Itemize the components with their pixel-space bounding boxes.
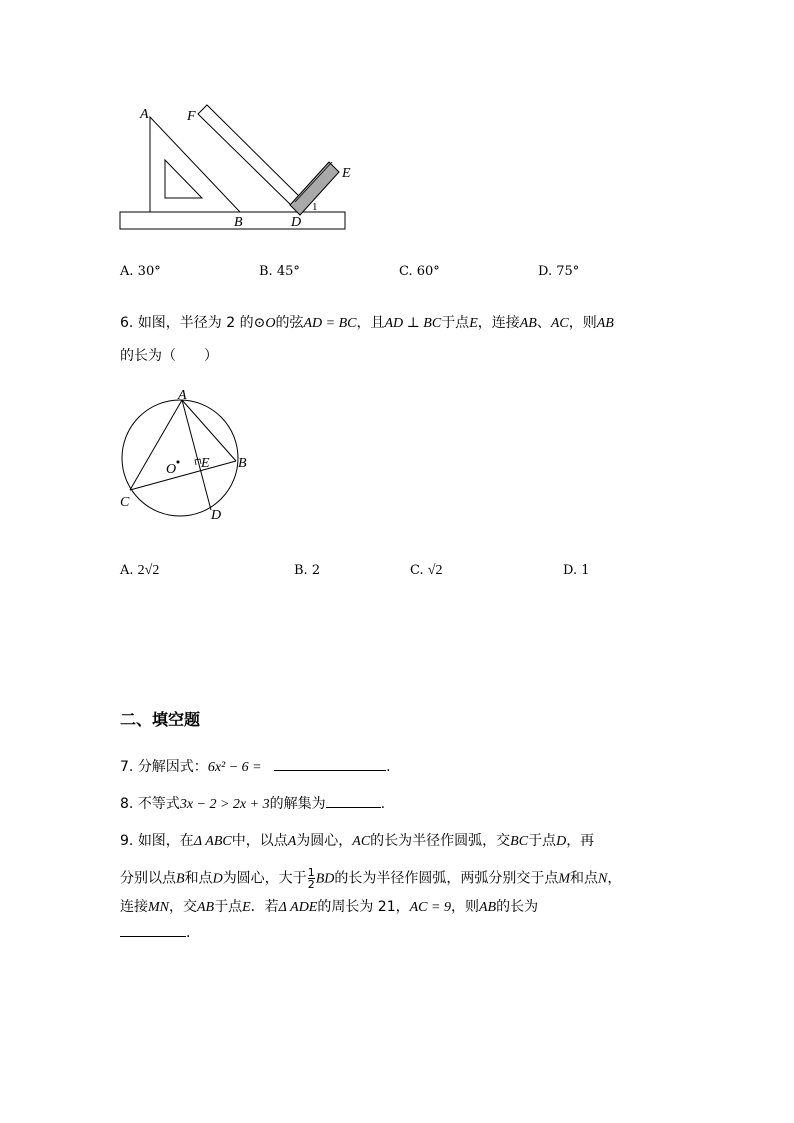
- fraction-half: $\frac{1}{2}$: [307, 866, 315, 891]
- label-E: E: [342, 166, 351, 181]
- label-O: O: [166, 462, 177, 477]
- q5-option-c: C. 60°: [399, 264, 440, 279]
- q6-option-c: C. √2: [410, 563, 443, 578]
- q6-option-a: A. 2√2: [120, 563, 160, 578]
- question-9-line4: .: [120, 922, 190, 941]
- q5-option-b: B. 45°: [259, 264, 300, 279]
- q6-option-b: B. 2: [294, 563, 321, 578]
- label-D2: D: [211, 508, 222, 523]
- label-A2: A: [178, 388, 187, 403]
- label-angle-1: 1: [312, 201, 318, 213]
- label-A: A: [140, 107, 149, 122]
- label-C2: C: [120, 495, 130, 510]
- answer-blank-9[interactable]: [120, 922, 186, 937]
- answer-blank-7[interactable]: [274, 756, 386, 771]
- ruler: [120, 212, 345, 229]
- label-B2: B: [238, 456, 247, 471]
- question-9-line1: 9. 如图，在Δ ABC中，以点A为圆心，AC的长为半径作圆弧，交BC于点D，再: [120, 833, 595, 849]
- center-dot: [177, 461, 180, 464]
- q6-stem-line1: 6. 如图，半径为 2 的⊙O的弦AD = BC，且AD ⊥ BC于点E，连接AB、AC，则AB: [120, 315, 614, 331]
- q5-option-a: A. 30°: [120, 264, 161, 279]
- figure-circle: [110, 385, 270, 525]
- answer-blank-8[interactable]: [326, 793, 381, 808]
- q6-option-d: D. 1: [563, 563, 590, 578]
- label-E2: E: [201, 456, 210, 471]
- section-heading: 二、填空题: [120, 710, 201, 729]
- figure-set-squares: [110, 100, 370, 235]
- question-9-line3: 连接MN，交AB于点E．若Δ ADE的周长为 21，AC = 9，则AB的长为: [120, 899, 539, 915]
- question-9-line2: 分别以点B和点D为圆心，大于 $\frac{1}{2}$ BD的长为半径作圆弧，两弧分别交于点M和点N，: [120, 866, 622, 891]
- question-8: 8. 不等式3x − 2 > 2x + 3的解集为 .: [120, 793, 385, 813]
- label-B: B: [234, 215, 243, 230]
- label-F: F: [187, 109, 196, 124]
- question-7: 7. 分解因式：6x² − 6 = .: [120, 756, 391, 776]
- label-D: D: [291, 215, 302, 230]
- q6-stem-line2: 的长为（ ）: [120, 348, 218, 364]
- circle-o: [122, 400, 238, 516]
- straight-ruler: [198, 105, 307, 212]
- q5-option-d: D. 75°: [538, 264, 580, 279]
